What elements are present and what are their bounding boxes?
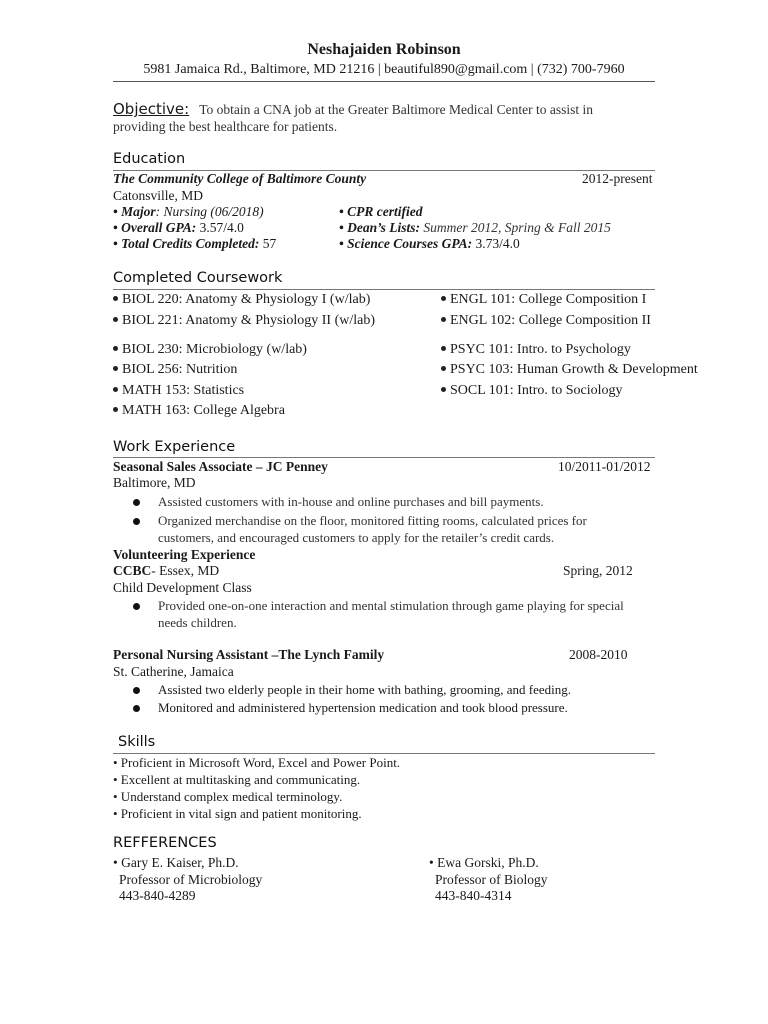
course-item: BIOL 221: Anatomy & Physiology II (w/lab) xyxy=(113,313,375,329)
education-major: • Major: Nursing (06/2018) xyxy=(113,204,264,219)
course-item: SOCL 101: Intro. to Sociology xyxy=(441,383,623,399)
job-location: St. Catherine, Jamaica xyxy=(113,664,234,679)
course-item: MATH 153: Statistics xyxy=(113,383,244,399)
volunteer-role: Child Development Class xyxy=(113,580,252,595)
volunteer-heading: Volunteering Experience xyxy=(113,547,256,562)
skill-item: • Excellent at multitasking and communicating. xyxy=(113,772,361,787)
job-bullet xyxy=(133,700,140,716)
job-title: Seasonal Sales Associate – JC Penney xyxy=(113,459,328,474)
education-school: The Community College of Baltimore County xyxy=(113,171,367,186)
volunteer-dates: Spring, 2012 xyxy=(563,563,633,578)
job-bullet xyxy=(133,494,140,510)
skills-divider xyxy=(113,753,655,754)
job-dates: 10/2011-01/2012 xyxy=(558,459,651,474)
objective-label: Objective: xyxy=(113,100,190,118)
reference-name: • Gary E. Kaiser, Ph.D. xyxy=(113,855,239,870)
job-bullet-text: Assisted two elderly people in their home with bathing, grooming, and feeding. xyxy=(158,682,572,697)
course-item: PSYC 103: Human Growth & Development xyxy=(441,362,698,378)
education-dates: 2012-present xyxy=(582,171,653,186)
job-bullet-text: customers, and encouraged customers to apply for the retailer’s credit cards. xyxy=(158,530,555,545)
job-bullet xyxy=(133,598,140,614)
education-heading: Education xyxy=(113,151,186,167)
job-bullet-text: Monitored and administered hypertension medication and took blood pressure. xyxy=(158,700,568,715)
course-item: BIOL 220: Anatomy & Physiology I (w/lab) xyxy=(113,292,370,308)
job-bullet xyxy=(133,682,140,698)
course-item: BIOL 256: Nutrition xyxy=(113,362,237,378)
education-deans-list: • Dean’s Lists: Summer 2012, Spring & Fall 2015 xyxy=(339,220,611,235)
job-bullet-text: Assisted customers with in-house and online purchases and bill payments. xyxy=(158,494,544,509)
job-title: Personal Nursing Assistant –The Lynch Family xyxy=(113,647,385,662)
contact-line: 5981 Jamaica Rd., Baltimore, MD 21216 | beautiful890@gmail.com | (732) 700-7960 xyxy=(143,62,625,77)
course-item: BIOL 230: Microbiology (w/lab) xyxy=(113,342,307,358)
skill-item: • Understand complex medical terminology. xyxy=(113,789,343,804)
course-item: PSYC 101: Intro. to Psychology xyxy=(441,342,631,358)
education-gpa: • Overall GPA: 3.57/4.0 xyxy=(113,220,244,235)
job-bullet-text: Provided one-on-one interaction and mental stimulation through game playing for special xyxy=(158,598,624,613)
skills-heading: Skills xyxy=(118,734,156,750)
course-item: MATH 163: College Algebra xyxy=(113,403,285,419)
objective-block xyxy=(113,100,593,119)
education-credits: • Total Credits Completed: 57 xyxy=(113,236,277,251)
candidate-name: Neshajaiden Robinson xyxy=(307,41,461,58)
reference-phone: 443-840-4314 xyxy=(435,888,512,903)
reference-title: Professor of Microbiology xyxy=(119,872,263,887)
skill-item: • Proficient in Microsoft Word, Excel and Power Point. xyxy=(113,755,401,770)
job-bullet xyxy=(133,513,140,529)
objective-line-1: To obtain a CNA job at the Greater Baltimore Medical Center to assist in xyxy=(199,102,594,117)
course-item: ENGL 102: College Composition II xyxy=(441,313,651,329)
education-science-gpa: • Science Courses GPA: 3.73/4.0 xyxy=(339,236,520,251)
reference-phone: 443-840-4289 xyxy=(119,888,196,903)
reference-title: Professor of Biology xyxy=(435,872,548,887)
education-cpr: • CPR certified xyxy=(339,204,423,219)
job-bullet-text: needs children. xyxy=(158,615,237,630)
job-dates: 2008-2010 xyxy=(569,647,628,662)
skill-item: • Proficient in vital sign and patient monitoring. xyxy=(113,806,362,821)
coursework-heading: Completed Coursework xyxy=(113,270,283,286)
course-item: ENGL 101: College Composition I xyxy=(441,292,646,308)
coursework-divider xyxy=(113,289,655,290)
job-location: Baltimore, MD xyxy=(113,475,196,490)
reference-name: • Ewa Gorski, Ph.D. xyxy=(429,855,539,870)
work-heading: Work Experience xyxy=(113,439,236,455)
volunteer-org: CCBC- Essex, MD xyxy=(113,563,220,578)
work-divider xyxy=(113,457,655,458)
education-location: Catonsville, MD xyxy=(113,188,203,203)
job-bullet-text: Organized merchandise on the floor, monitored fitting rooms, calculated prices for xyxy=(158,513,587,528)
objective-line-2: providing the best healthcare for patients. xyxy=(113,119,338,134)
references-heading: REFFERENCES xyxy=(113,835,217,851)
header-divider xyxy=(113,81,655,82)
